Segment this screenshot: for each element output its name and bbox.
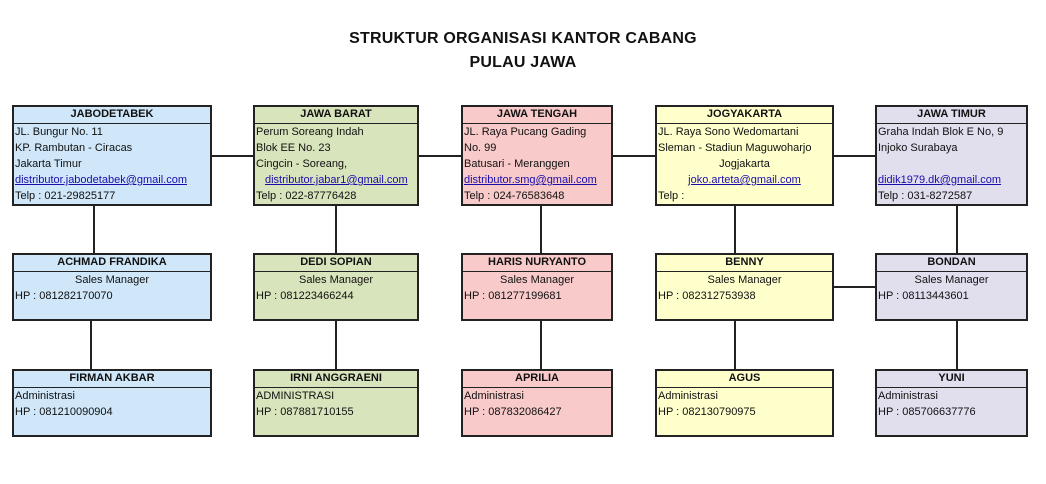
person-name: BENNY (657, 255, 832, 272)
person-name: BONDAN (877, 255, 1026, 272)
phone-text: Telp : 022-87776428 (256, 190, 357, 202)
branch-name: JAWA TENGAH (463, 107, 611, 124)
manager-box-jawa-timur (875, 253, 1028, 321)
role-text: ADMINISTRASI (256, 390, 335, 402)
branch-box-jogyakarta (655, 105, 834, 206)
chart-subtitle: PULAU JAWA (469, 54, 577, 71)
manager-box-jawa-barat (253, 253, 419, 321)
address-line: Injoko Surabaya (878, 142, 958, 154)
admin-box-jawa-tengah (461, 369, 613, 437)
admin-box-jogyakarta (655, 369, 834, 437)
branch-name: JABODETABEK (14, 107, 210, 124)
email-link[interactable]: didik1979.dk@gmail.com (878, 174, 1002, 186)
phone-text: HP : 087881710155 (256, 406, 354, 418)
connector-bondan-yuni (956, 320, 958, 369)
address-line: JL. Raya Pucang Gading (464, 126, 587, 138)
branch-box-jawa-timur (875, 105, 1028, 206)
address-line: Blok EE No. 23 (256, 142, 331, 154)
connector-jawa-barat-manager (335, 205, 337, 254)
phone-text: Telp : 024-76583648 (464, 190, 565, 202)
address-line: Batusari - Meranggen (464, 158, 570, 170)
branch-name: JOGYAKARTA (657, 107, 832, 124)
connector-dedi-irni (335, 320, 337, 369)
email-link[interactable]: distributor.jabodetabek@gmail.com (15, 174, 187, 186)
connector-jawa-timur-manager (956, 205, 958, 254)
phone-text: Telp : 021-29825177 (15, 190, 116, 202)
manager-box-jabodetabek (12, 253, 212, 321)
person-name: AGUS (657, 371, 832, 388)
address-line: Jogjakarta (719, 158, 770, 170)
role-text: Sales Manager (707, 274, 782, 286)
address-line: Cingcin - Soreang, (256, 158, 348, 170)
role-text: Administrasi (15, 390, 75, 402)
address-line (877, 156, 1026, 172)
email-link[interactable]: joko.arteta@gmail.com (688, 174, 801, 186)
email-link[interactable]: distributor.smg@gmail.com (464, 174, 597, 186)
manager-box-jogyakarta (655, 253, 834, 321)
branch-box-jawa-barat (253, 105, 419, 206)
person-name: ACHMAD FRANDIKA (14, 255, 210, 272)
address-line: Jakarta Timur (15, 158, 82, 170)
address-line: Sleman - Stadiun Maguwoharjo (658, 142, 812, 154)
connector-jogyakarta-jawa-timur (833, 155, 876, 157)
phone-text: Telp : 031-8272587 (878, 190, 973, 202)
person-name: YUNI (877, 371, 1026, 388)
role-text: Sales Manager (914, 274, 989, 286)
email-link[interactable]: distributor.jabar1@gmail.com (265, 174, 408, 186)
phone-text: HP : 085706637776 (878, 406, 976, 418)
phone-text: HP : 081210090904 (15, 406, 113, 418)
phone-text: HP : 08113443601 (878, 290, 969, 302)
role-text: Administrasi (658, 390, 718, 402)
branch-name: JAWA BARAT (255, 107, 417, 124)
connector-haris-aprilia (540, 320, 542, 369)
connector-jawa-tengah-jogyakarta (612, 155, 656, 157)
connector-benny-agus (734, 320, 736, 369)
branch-box-jawa-tengah (461, 105, 613, 206)
admin-box-jawa-barat (253, 369, 419, 437)
address-line: Graha Indah Blok E No, 9 (878, 126, 1004, 138)
phone-text: HP : 087832086427 (464, 406, 562, 418)
phone-text: HP : 082312753938 (658, 290, 756, 302)
address-line: No. 99 (464, 142, 497, 154)
person-name: IRNI ANGGRAENI (255, 371, 417, 388)
admin-box-jawa-timur (875, 369, 1028, 437)
person-name: FIRMAN AKBAR (14, 371, 210, 388)
phone-text: HP : 081282170070 (15, 290, 113, 302)
connector-jabodetabek-manager (93, 205, 95, 254)
person-name: DEDI SOPIAN (255, 255, 417, 272)
role-text: Sales Manager (75, 274, 149, 286)
branch-box-jabodetabek (12, 105, 212, 206)
address-line: Perum Soreang Indah (256, 126, 364, 138)
connector-jogyakarta-manager (734, 205, 736, 254)
role-text: Administrasi (878, 390, 938, 402)
address-line: JL. Bungur No. 11 (15, 126, 103, 138)
person-name: APRILIA (463, 371, 611, 388)
connector-jawa-barat-jawa-tengah (418, 155, 462, 157)
connector-jawa-tengah-manager (540, 205, 542, 254)
person-name: HARIS NURYANTO (463, 255, 611, 272)
branch-name: JAWA TIMUR (877, 107, 1026, 124)
chart-title: STRUKTUR ORGANISASI KANTOR CABANG (349, 30, 697, 47)
address-line: JL. Raya Sono Wedomartani (658, 126, 799, 138)
connector-jabodetabek-jawa-barat (211, 155, 254, 157)
manager-box-jawa-tengah (461, 253, 613, 321)
address-line: KP. Rambutan - Ciracas (15, 142, 133, 154)
connector-frandika-firman (90, 320, 92, 369)
phone-text: HP : 082130790975 (658, 406, 756, 418)
admin-box-jabodetabek (12, 369, 212, 437)
phone-text: HP : 081223466244 (256, 290, 354, 302)
role-text: Sales Manager (500, 274, 574, 286)
phone-text: HP : 081277199681 (464, 290, 562, 302)
phone-text: Telp : (658, 190, 685, 202)
connector-benny-bondan (833, 286, 876, 288)
role-text: Sales Manager (299, 274, 373, 286)
role-text: Administrasi (464, 390, 524, 402)
